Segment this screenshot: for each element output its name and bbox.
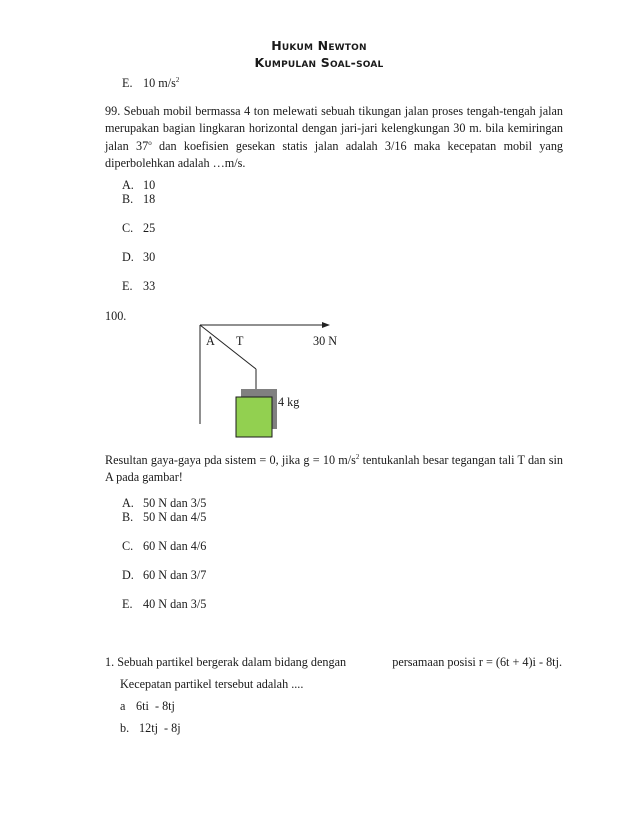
q100-option-c[interactable] xyxy=(122,539,206,554)
option-letter: D. xyxy=(122,568,134,582)
q99-degree-sign: o xyxy=(148,138,152,147)
question-100-number: 100. xyxy=(105,309,127,323)
option-text: 60 N dan 3/7 xyxy=(143,568,207,582)
option-text: 12tj - 8j xyxy=(139,721,181,735)
q100-option-d[interactable] xyxy=(122,568,206,583)
option-letter: E. xyxy=(122,597,133,611)
option-letter: b. xyxy=(120,721,130,735)
q1-option-a[interactable] xyxy=(120,699,175,714)
tension-label-t: T xyxy=(236,334,244,348)
option-letter: a xyxy=(120,699,126,713)
mass-block xyxy=(236,397,272,437)
angle-label-a: A xyxy=(206,334,215,348)
option-letter: A. xyxy=(122,496,134,510)
question-100-text xyxy=(105,452,563,487)
force-arrow-head xyxy=(322,322,330,328)
page-subtitle: Kumpulan Soal-soal xyxy=(254,55,384,70)
q1-option-b[interactable] xyxy=(120,721,181,736)
page-title: Hukum Newton xyxy=(271,38,367,53)
q100-option-b[interactable] xyxy=(122,510,206,525)
option-text: 25 xyxy=(143,221,156,235)
option-text: 30 xyxy=(143,250,156,264)
q100-option-e[interactable] xyxy=(122,597,206,612)
q99-text-part2: dan koefisien gesekan statis jalan adalah 3/16 maka kecepatan mobil yang diperbolehkan adalah …m/s. xyxy=(105,138,564,170)
option-letter: E. xyxy=(122,279,133,293)
q100-option-a[interactable] xyxy=(122,496,206,511)
option-superscript: 2 xyxy=(175,76,180,84)
option-text: 60 N dan 4/6 xyxy=(143,539,207,553)
option-letter: B. xyxy=(122,510,134,524)
mass-label: 4 kg xyxy=(278,395,300,409)
q100-superscript: 2 xyxy=(355,453,360,461)
option-letter: E. xyxy=(122,76,133,90)
option-letter: C. xyxy=(122,221,134,235)
option-letter: B. xyxy=(122,192,134,206)
option-text: 6ti - 8tj xyxy=(136,699,175,713)
q99-text-part1: 99. Sebuah mobil bermassa 4 ton melewati sebuah tikungan jalan proses tengah-tengah jalan merupakan bagian lingkaran horizontal dengan jari-jari kelengkungan 30 m. bila kemiringan jalan 37 xyxy=(105,104,563,153)
option-text: 33 xyxy=(143,279,156,293)
option-text: 10 xyxy=(143,178,156,192)
option-text: 18 xyxy=(143,192,156,206)
option-text: 50 N dan 3/5 xyxy=(143,496,207,510)
question-1-line1-right: persamaan posisi r = (6t + 4)i - 8tj. xyxy=(392,655,562,669)
option-text: 50 N dan 4/5 xyxy=(143,510,207,524)
question-1-line2: Kecepatan partikel tersebut adalah .... xyxy=(120,677,304,691)
option-letter: D. xyxy=(122,250,134,264)
option-text: 10 m/s xyxy=(143,76,176,90)
option-text: 40 N dan 3/5 xyxy=(143,597,207,611)
q100-text-part2: tentukanlah besar tegangan tali T dan sin A pada gambar! xyxy=(105,453,563,485)
force-label: 30 N xyxy=(313,334,338,348)
option-letter: C. xyxy=(122,539,134,553)
question-1-line1-left: 1. Sebuah partikel bergerak dalam bidang dengan xyxy=(105,655,347,669)
option-letter: A. xyxy=(122,178,134,192)
q100-text-part1: Resultan gaya-gaya pda sistem = 0, jika g = 10 m/s xyxy=(105,453,356,467)
